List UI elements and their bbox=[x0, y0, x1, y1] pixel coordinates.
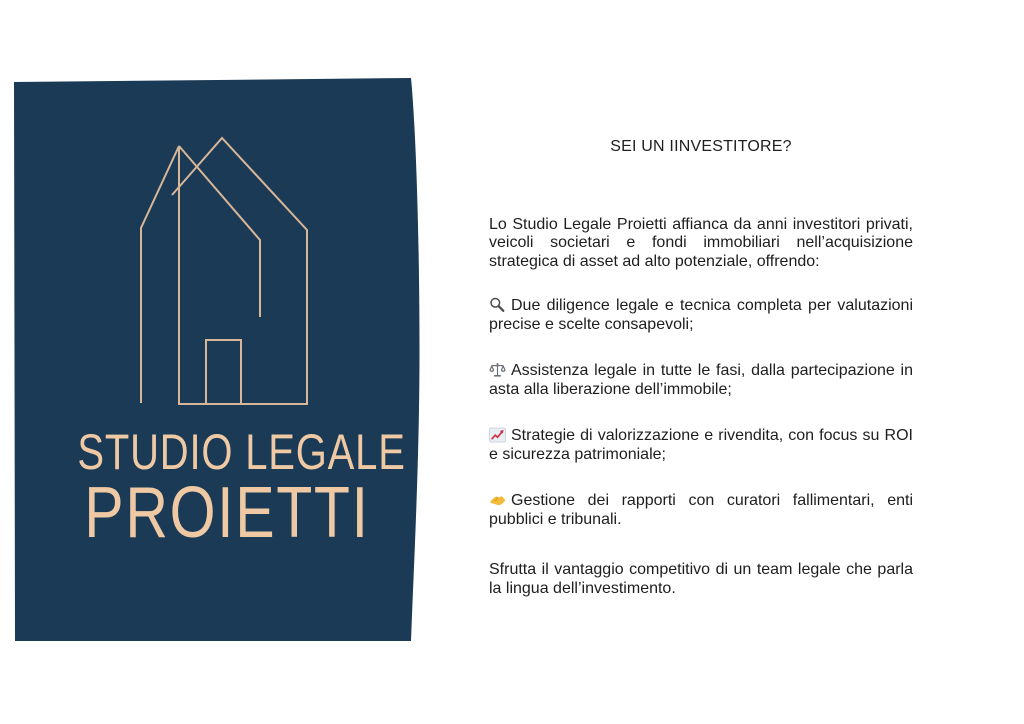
bullet-gestione-rapporti bbox=[489, 492, 913, 529]
bullet-text: Due diligence legale e tecnica completa per valutazioni precise e scelte consapevoli; bbox=[489, 297, 913, 333]
balance-scale-icon bbox=[489, 362, 506, 378]
intro-paragraph: Lo Studio Legale Proietti affianca da anni investitori privati, veicoli societari e fondi immobiliari nell’acquisizione strategica di asset ad alto potenziale, offrendo: bbox=[489, 215, 913, 270]
page-title: SEI UN IINVESTITORE? bbox=[610, 138, 792, 155]
magnifying-glass-icon bbox=[489, 297, 506, 313]
chart-increasing-icon bbox=[489, 427, 506, 443]
bullet-text: Strategie di valorizzazione e rivendita, con focus su ROI e sicurezza patrimoniale; bbox=[489, 427, 913, 463]
closing-paragraph: Sfrutta il vantaggio competitivo di un team legale che parla la lingua dell’investimento. bbox=[489, 561, 913, 597]
panel-background bbox=[14, 78, 420, 641]
bullet-assistenza-legale bbox=[489, 362, 913, 399]
bullet-strategie bbox=[489, 427, 913, 464]
brand-panel bbox=[0, 0, 440, 724]
brand-name-line2: PROIETTI bbox=[84, 473, 370, 553]
bullet-due-diligence bbox=[489, 297, 913, 334]
handshake-icon bbox=[489, 492, 506, 508]
brand-name-line1: STUDIO LEGALE bbox=[77, 424, 406, 480]
bullet-text: Assistenza legale in tutte le fasi, dalla partecipazione in asta alla liberazione dell’immobile; bbox=[489, 362, 913, 398]
content-column bbox=[489, 138, 913, 598]
bullet-text: Gestione dei rapporti con curatori fallimentari, enti pubblici e tribunali. bbox=[489, 492, 913, 528]
